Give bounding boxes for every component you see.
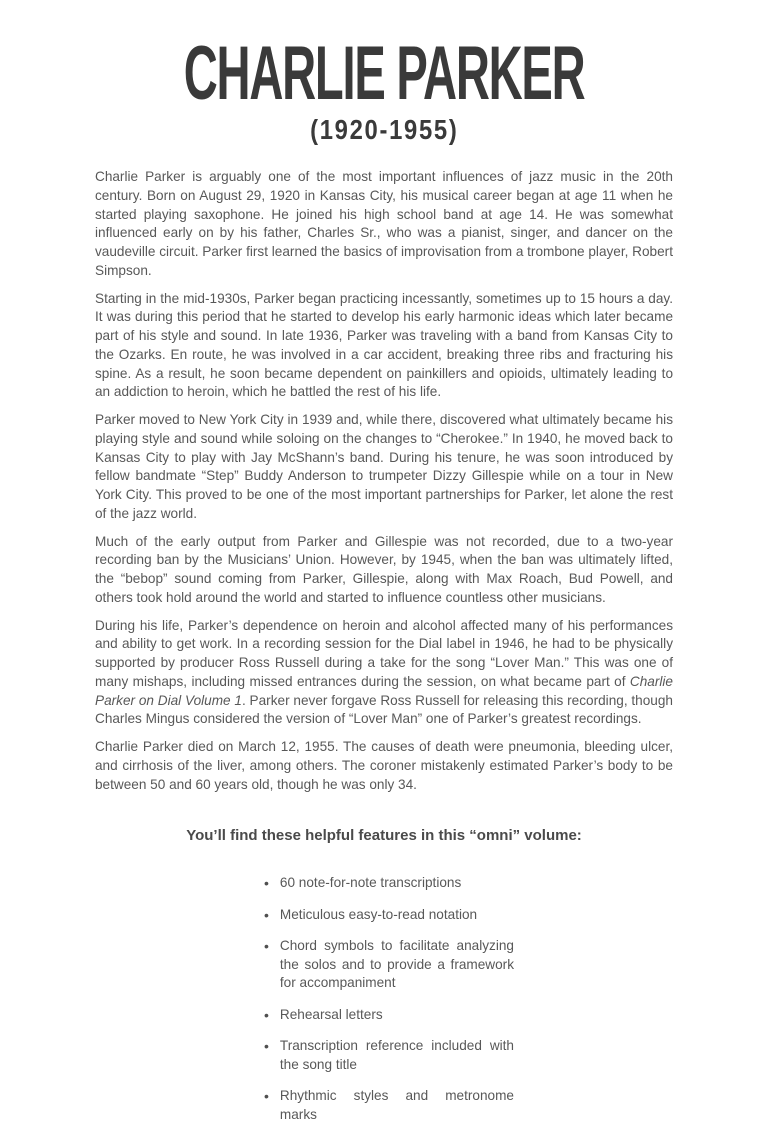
list-item — [264, 906, 514, 924]
list-item — [264, 1087, 514, 1124]
list-item-label: Rhythmic styles and metronome marks — [279, 1088, 514, 1122]
features-heading: You’ll find these helpful features in this “omni” volume: — [186, 827, 582, 845]
album-title-italic: Charlie Parker on Dial Volume 1 — [95, 673, 673, 708]
list-item-label: Transcription reference included with the song title — [279, 1038, 514, 1072]
paragraph-segment: During his life, Parker’s dependence on heroin and alcohol affected many of his performances and ability to get work. In a recording session for the Dial label in 1946, he had to be physically supported by producer Ross Russell during a take for the song “Lover Man.” This was one of many mishaps, including missed entrances during the session, on what became part of — [95, 617, 673, 689]
features-list — [264, 874, 514, 1124]
paragraph: Charlie Parker died on March 12, 1955. The causes of death were pneumonia, bleeding ulcer, and cirrhosis of the liver, among others. The coroner mistakenly estimated Parker’s body to be between 50 and 60 years old, though he was only 34. — [95, 739, 673, 792]
list-item-label: Meticulous easy-to-read notation — [279, 906, 478, 922]
subtitle-row — [0, 114, 768, 146]
bullet-icon: • — [264, 906, 269, 923]
page-title: CHARLIE PARKER — [183, 31, 585, 116]
list-item-label: Chord symbols to facilitate analyzing the solos and to provide a framework for accompaniment — [279, 938, 514, 991]
title-row — [0, 31, 768, 116]
list-item-label: Rehearsal letters — [279, 1006, 383, 1022]
list-item-label: 60 note-for-note transcriptions — [279, 875, 462, 891]
paragraph — [95, 617, 673, 730]
paragraph: Much of the early output from Parker and Gillespie was not recorded, due to a two-year recording ban by the Musicians’ Union. However, by 1945, when the ban was ultimately lifted, the “bebop” sound coming from Parker, Gillespie, along with Max Roach, Bud Powell, and others took hold around the world and started to influence countless other musicians. — [95, 533, 673, 605]
paragraph: Charlie Parker is arguably one of the most important influences of jazz music in the 20th century. Born on August 29, 1920 in Kansas City, his musical career began at age 11 when he started playing saxophone. He joined his high school band at age 14. He was somewhat influenced early on by his father, Charles Sr., who was a pianist, singer, and dancer on the vaudeville circuit. Parker first learned the basics of improvisation from a trombone player, Robert Simpson. — [95, 169, 673, 278]
paragraph-segment: . Parker never forgave Ross Russell for releasing this recording, though Charles Mingus considered the version of “Lover Man” one of Parker’s greatest recordings. — [95, 692, 673, 727]
bullet-icon: • — [264, 1088, 269, 1105]
list-item — [264, 1037, 514, 1074]
bullet-icon: • — [264, 1038, 269, 1055]
bullet-icon: • — [264, 1006, 269, 1023]
paragraph: Parker moved to New York City in 1939 and, while there, discovered what ultimately became his playing style and sound while soloing on the changes to “Cherokee.” In 1940, he moved back to Kansas City to play with Jay McShann’s band. During his tenure, he was soon introduced by fellow bandmate “Step” Buddy Anderson to trumpeter Dizzy Gillespie while on a tour in New York City. This proved to be one of the most important partnerships for Parker, let alone the rest of the jazz world. — [95, 412, 673, 521]
bullet-icon: • — [264, 875, 269, 892]
bullet-icon: • — [264, 938, 269, 955]
page-subtitle: (1920-1955) — [309, 114, 459, 146]
list-item — [264, 874, 514, 892]
list-item — [264, 937, 514, 992]
paragraph: Starting in the mid-1930s, Parker began practicing incessantly, sometimes up to 15 hours a day. It was during this period that he started to develop his early harmonic ideas which later became part of his style and sound. In late 1936, Parker was traveling with a band from Kansas City to the Ozarks. En route, he was involved in a car accident, breaking three ribs and fracturing his spine. As a result, he soon became dependent on painkillers and opioids, ultimately leading to an addiction to heroin, which he battled the rest of his life. — [95, 290, 673, 400]
list-item — [264, 1006, 514, 1024]
page-header — [0, 0, 768, 146]
biography — [95, 168, 673, 794]
